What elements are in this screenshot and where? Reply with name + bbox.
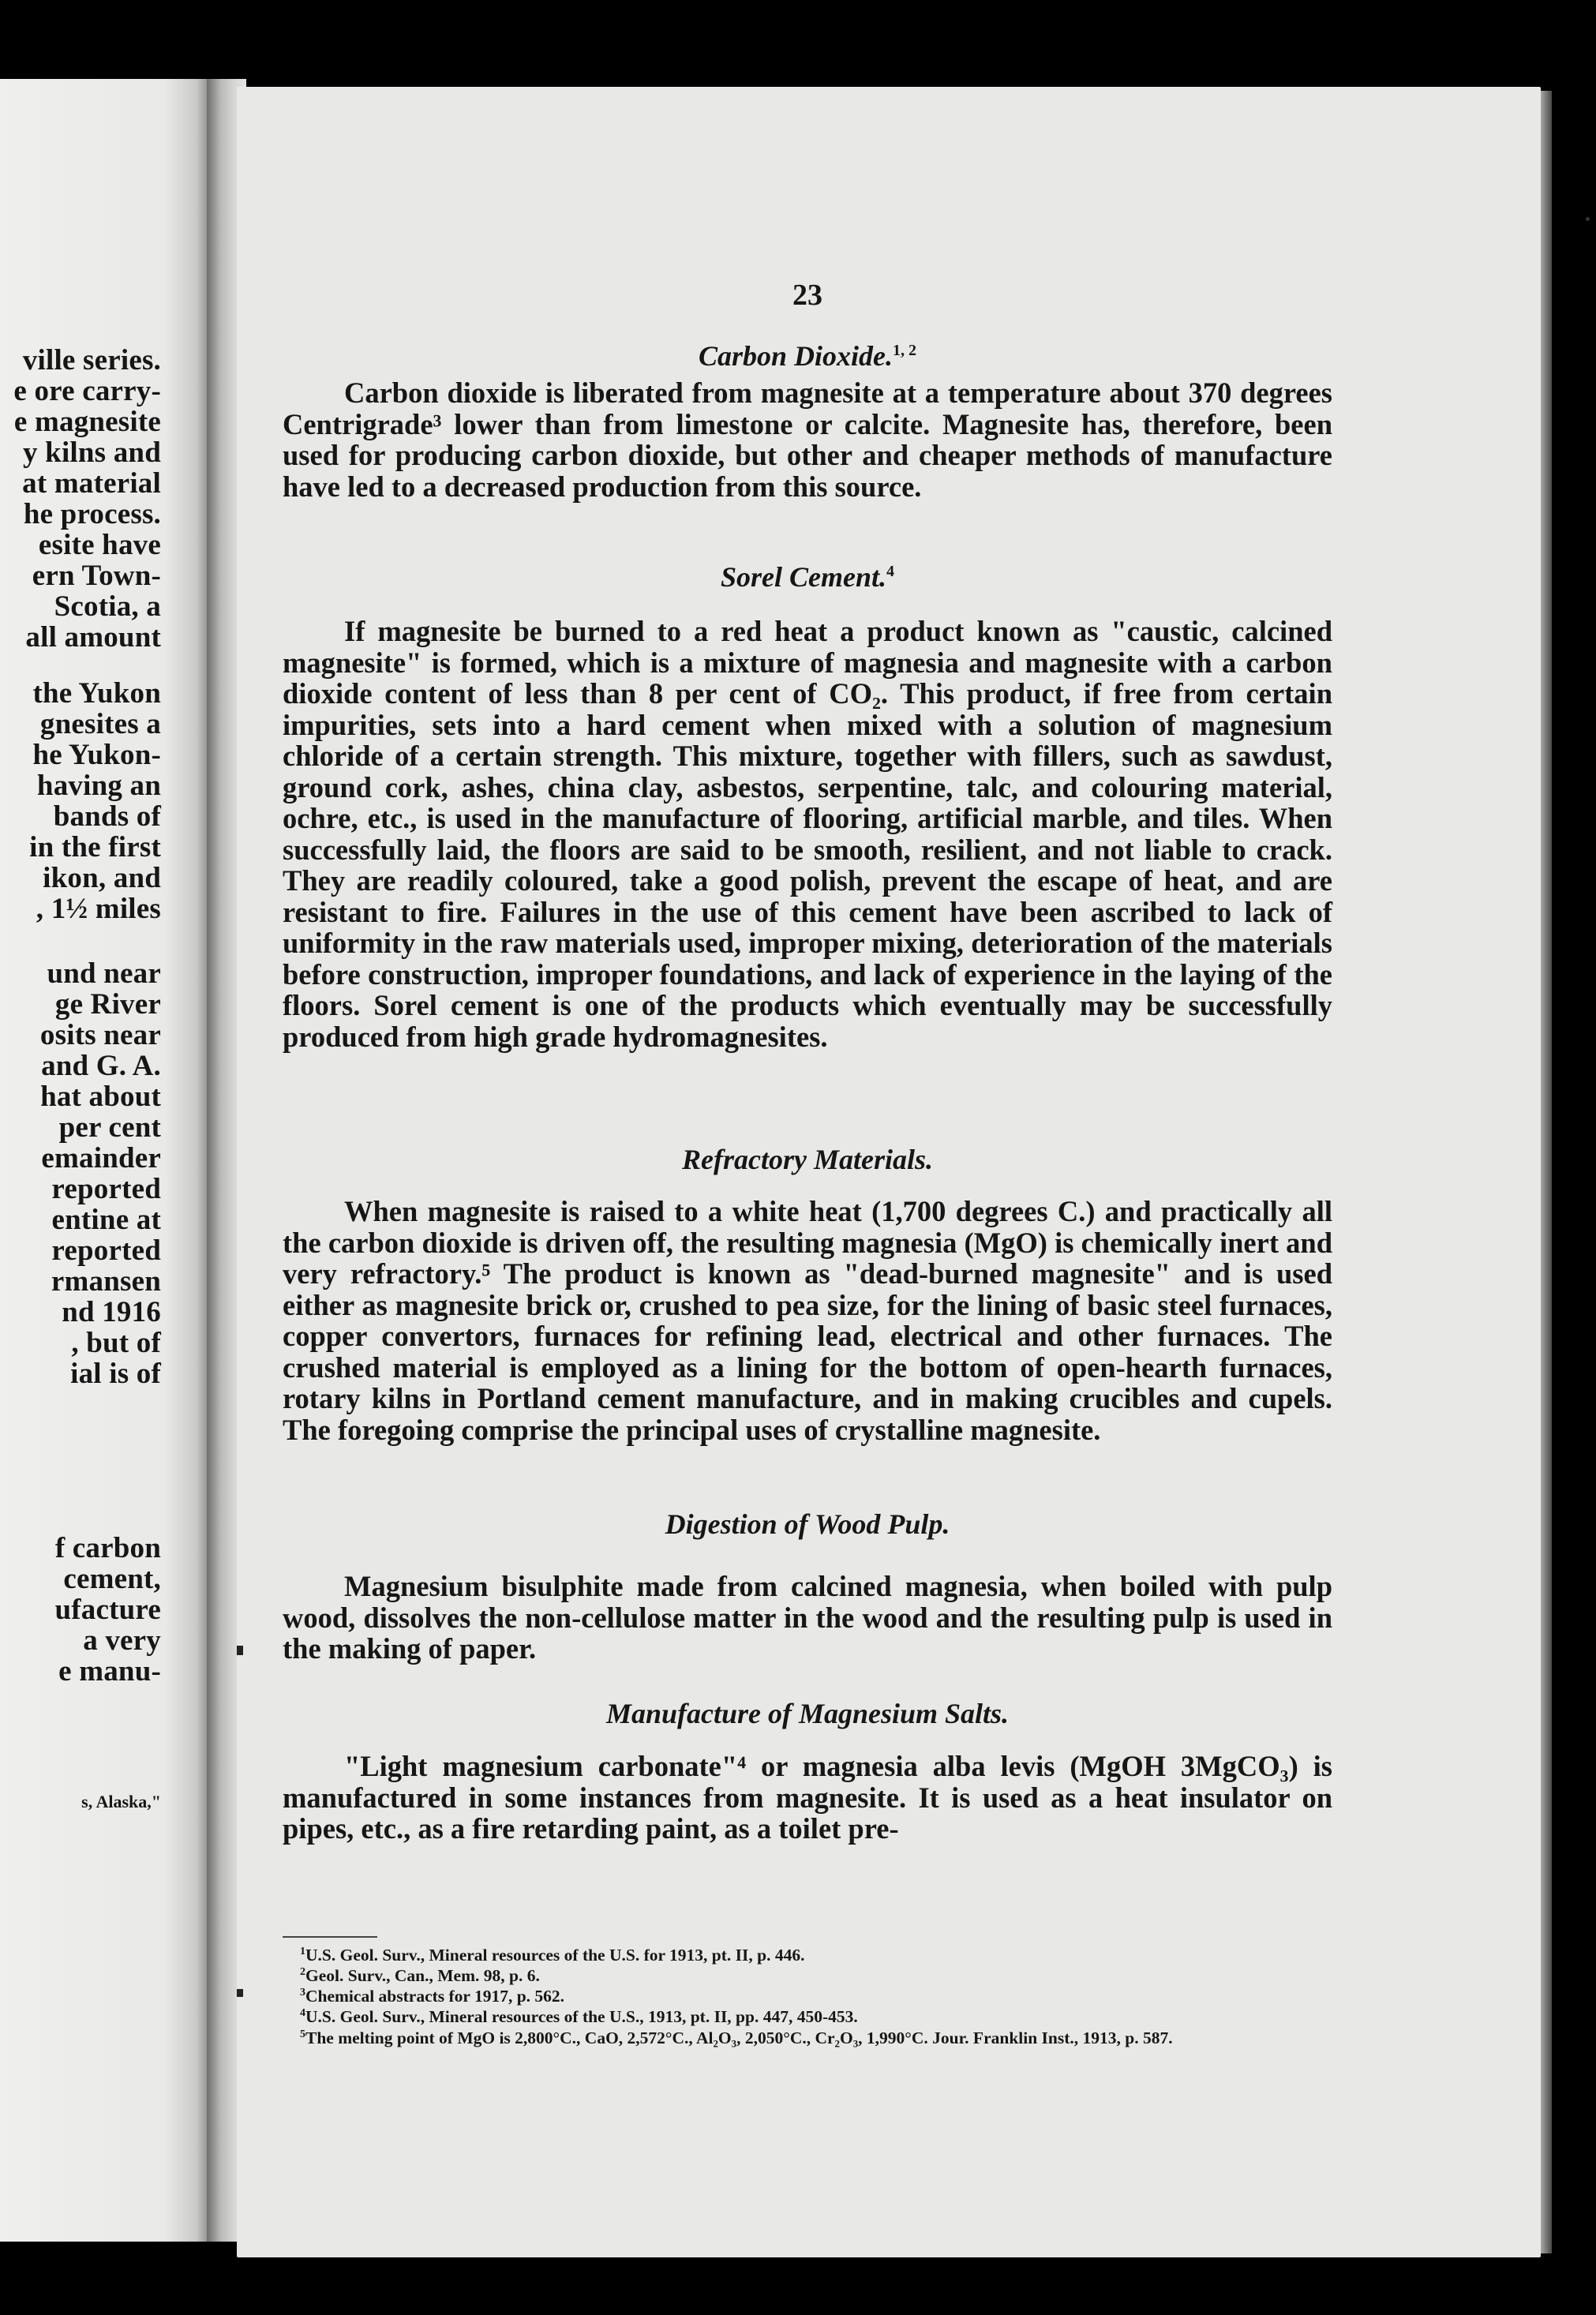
previous-page-line: having an — [36, 770, 161, 802]
footnote-text: The melting point of MgO is 2,800°C., CaO, 2,572°C., Al₂O₃, 2,050°C., Cr₂O₃, 1,990°C. Jour. Franklin Inst., 1913, p. 587. — [305, 2028, 1173, 2047]
previous-page-line: osits near — [39, 1019, 161, 1051]
section-heading-text: Carbon Dioxide. — [698, 340, 894, 372]
section-paragraph: When magnesite is raised to a white heat (1,700 degrees C.) and practically all the carbon dioxide is driven off, the resulting magnesia (MgO) is chemically inert and very refractory.⁵ The product is known as "dead-burned magnesite" and is used either as magnesite brick or, crushed to pea size, for the lining of basic steel furnaces, copper convertors, furnaces for refining lead, electrical and other furnaces. The crushed material is employed as a lining for the bottom of open-hearth furnaces, rotary kilns in Portland cement manufacture, and in making crucibles and cupels. The foregoing comprise the principal uses of crystalline magnesite. — [283, 1195, 1332, 1446]
previous-page-line: at material — [22, 467, 161, 500]
page-edge-shadow — [1541, 91, 1552, 2253]
previous-page-line: ge River — [54, 988, 161, 1021]
previous-page-line: nd 1916 — [62, 1296, 161, 1328]
previous-page-line: Scotia, a — [54, 590, 161, 623]
footnote-text: Chemical abstracts for 1917, p. 562. — [305, 1987, 565, 2006]
section-heading-text: Manufacture of Magnesium Salts. — [605, 1698, 1010, 1729]
footnote — [283, 1984, 1332, 2005]
previous-page-line: , but of — [71, 1327, 161, 1359]
previous-page-line: he process. — [23, 498, 161, 530]
heading-footnote-refs: 4 — [886, 563, 894, 580]
footnote-text: U.S. Geol. Surv., Mineral resources of the U.S. for 1913, pt. II, p. 446. — [305, 1946, 805, 1965]
previous-page-line: all amount — [25, 621, 161, 654]
previous-page-footnote: s, Alaska," — [81, 1792, 161, 1811]
previous-page-line: ufacture — [54, 1594, 161, 1626]
previous-page-line: esite have — [38, 529, 161, 561]
page-number: 23 — [792, 279, 822, 312]
section-paragraph: "Light magnesium carbonate"⁴ or magnesia alba levis (MgOH 3MgCO₃) is manufactured in some instances from magnesite. It is used as a heat insulator on pipes, etc., as a fire retarding paint, as a toilet pre- — [283, 1750, 1332, 1845]
previous-page-line: ville series. — [22, 344, 161, 376]
edge-mark — [237, 1646, 243, 1655]
footnote-ref: 4 — [300, 2007, 305, 2020]
previous-page-line: e ore carry- — [13, 375, 161, 407]
speck-mark — [1586, 217, 1590, 221]
previous-page-line: , 1½ miles — [36, 893, 161, 925]
section-heading — [283, 339, 1332, 373]
footnote — [283, 2026, 1332, 2047]
edge-mark — [237, 1989, 243, 1997]
footnote — [283, 1943, 1332, 1964]
footnote — [283, 1964, 1332, 1984]
previous-page-line: a very — [83, 1624, 161, 1657]
section-heading — [283, 1508, 1332, 1541]
previous-page-line: bands of — [53, 800, 161, 833]
previous-page-line: e magnesite — [13, 406, 161, 438]
section-heading-text: Digestion of Wood Pulp. — [665, 1508, 950, 1540]
previous-page-line: in the first — [29, 831, 161, 863]
previous-page-line: he Yukon- — [32, 739, 161, 771]
previous-page-line: hat about — [40, 1081, 161, 1113]
previous-page-line: reported — [51, 1173, 161, 1205]
section-paragraph: Magnesium bisulphite made from calcined magnesia, when boiled with pulp wood, dissolves the non-cellulose matter in the wood and the resulting pulp is used in the making of paper. — [283, 1570, 1332, 1665]
previous-page-line: ikon, and — [43, 862, 161, 894]
section-heading — [283, 560, 1332, 594]
previous-page-line: cement, — [63, 1563, 161, 1595]
section-paragraph: Carbon dioxide is liberated from magnesite at a temperature about 370 degrees Centrigrade³ lower than from limestone or calcite. Magnesite has, therefore, been used for producing carbon dioxide, but other and cheaper methods of manufacture have led to a decreased production from this source. — [283, 376, 1332, 503]
footnote-ref: 1 — [300, 1946, 305, 1957]
footnote-rule — [283, 1936, 377, 1938]
previous-page-fragment — [0, 79, 207, 2242]
section-heading — [283, 1143, 1332, 1176]
previous-page-line: and G. A. — [41, 1050, 161, 1082]
footnote-text: Geol. Surv., Can., Mem. 98, p. 6. — [305, 1966, 540, 1986]
previous-page-line: und near — [47, 957, 161, 990]
previous-page-line: per cent — [58, 1111, 161, 1144]
previous-page-line: f carbon — [54, 1532, 161, 1564]
previous-page-line: emainder — [41, 1142, 161, 1174]
previous-page-line: gnesites a — [39, 708, 161, 740]
previous-page-line: reported — [51, 1234, 161, 1267]
footnote-ref: 3 — [300, 1987, 305, 1999]
footnote-text: U.S. Geol. Surv., Mineral resources of the U.S., 1913, pt. II, pp. 447, 450-453. — [305, 2007, 858, 2027]
previous-page-line: the Yukon — [32, 677, 161, 710]
footnote-ref: 2 — [300, 1966, 305, 1979]
footnotes — [283, 1943, 1332, 2047]
section-heading-text: Refractory Materials. — [682, 1144, 933, 1175]
previous-page-line: y kilns and — [23, 436, 161, 469]
previous-page-line: rmansen — [51, 1265, 161, 1298]
previous-page-line: ial is of — [70, 1358, 161, 1390]
previous-page-line: e manu- — [58, 1655, 161, 1688]
section-heading — [283, 1697, 1332, 1730]
page — [237, 87, 1541, 2257]
section-heading-text: Sorel Cement. — [720, 561, 886, 593]
section-paragraph: If magnesite be burned to a red heat a product known as "caustic, calcined magnesite" is formed, which is a mixture of magnesia and magnesite with a carbon dioxide content of less than 8 per cent of CO₂. This product, if free from certain impurities, sets into a hard cement when mixed with a solution of magnesium chloride of a certain strength. This mixture, together with fillers, such as sawdust, ground cork, ashes, china clay, asbestos, serpentine, talc, and colouring material, ochre, etc., is used in the manufacture of flooring, artificial marble, and tiles. When successfully laid, the floors are said to be smooth, resilient, and not liable to crack. They are readily coloured, take a good polish, prevent the escape of heat, and are resistant to fire. Failures in the use of this cement have been ascribed to lack of uniformity in the raw materials used, improper mixing, deterioration of the materials before construction, improper foundations, and lack of experience in the laying of the floors. Sorel cement is one of the products which eventually may be successfully produced from high grade hydromagnesites. — [283, 615, 1332, 1053]
previous-page-line: ern Town- — [32, 560, 161, 592]
previous-page-line: entine at — [51, 1204, 161, 1236]
heading-footnote-refs: 1, 2 — [893, 342, 917, 359]
footnote-ref: 5 — [300, 2028, 305, 2040]
footnote — [283, 2005, 1332, 2025]
